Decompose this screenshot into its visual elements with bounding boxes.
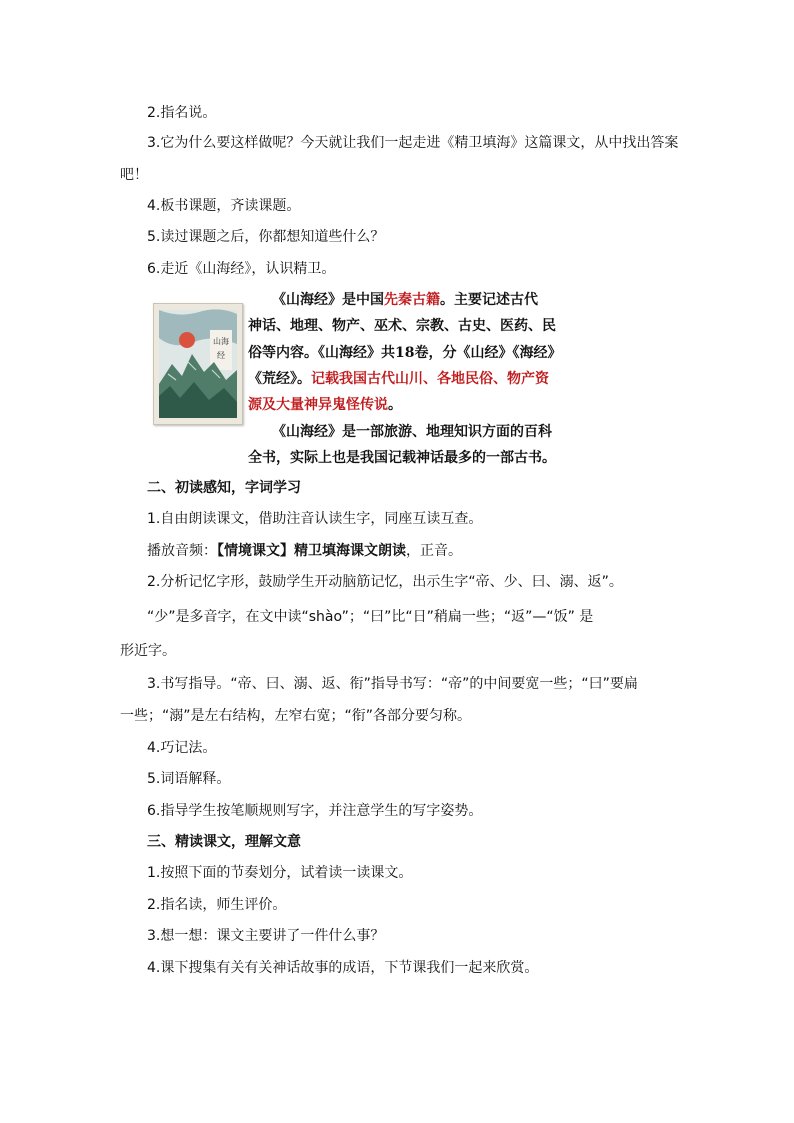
step-3-line2: 吧！ [120, 167, 148, 183]
section-2-note-line1: “少”是多音字，在文中读“shào”；“曰”比“日”稍扁一些；“返”—“饭” 是 [147, 609, 594, 625]
inset-row-2: 神话、地理、物产、巫术、宗教、古史、医药、民 [248, 318, 556, 334]
section-3-step-3: 3.想一想：课文主要讲了一件什么事？ [147, 928, 385, 944]
inset-row-4: 《荒经》。记载我国古代山川、各地民俗、物产资 [248, 371, 549, 387]
section-2-step-1: 1.自由朗读课文，借助注音认读生字，同座互读互查。 [147, 511, 483, 527]
section-2-step-6: 6.指导学生按笔顺规则写字，并注意学生的写字姿势。 [147, 803, 483, 819]
svg-text:经: 经 [217, 351, 225, 360]
book-cover-illustration [154, 304, 242, 424]
section-2-step-4: 4.巧记法。 [147, 740, 217, 756]
section-3-step-1: 1.按照下面的节奏划分，试着读一读课文。 [147, 865, 413, 881]
section-3-step-4: 4.课下搜集有关有关神话故事的成语，下节课我们一起来欣赏。 [147, 960, 539, 976]
section-2-note-line2: 形近字。 [120, 643, 176, 659]
audio-resource-title: 【情境课文】精卫填海课文朗读 [217, 543, 406, 559]
step-5: 5.读过课题之后，你都想知道些什么？ [147, 229, 385, 245]
highlight-text: 记载我国古代山川、各地民俗、物产资 [311, 371, 549, 387]
section-2-step-3-line1: 3.书写指导。“帝、曰、溺、返、衔”指导书写：“帝”的中间要宽一些；“曰”要扁 [147, 676, 638, 692]
inset-row-3: 俗等内容。《山海经》共18卷，分《山经》《海经》 [248, 345, 562, 361]
inset-row-1: 《山海经》是中国先秦古籍。主要记述古代 [272, 292, 538, 308]
section-2-heading: 二、初读感知，字词学习 [147, 480, 301, 496]
inset-row-7: 全书，实际上也是我国记载神话最多的一部古书。 [248, 450, 556, 466]
step-2: 2.指名说。 [147, 105, 217, 121]
book-title-text: 山海 [213, 337, 229, 346]
step-3-line1: 3.它为什么要这样做呢？今天就让我们一起走进《精卫填海》这篇课文，从中找出答案 [147, 135, 679, 151]
section-3-heading: 三、精读课文，理解文意 [147, 834, 301, 850]
section-2-step-3-line2: 一些；“溺”是左右结构，左窄右宽；“衔”各部分要匀称。 [120, 708, 472, 724]
shanhaijing-book-cover [153, 303, 243, 425]
section-2-step-5: 5.词语解释。 [147, 771, 231, 787]
inset-row-6: 《山海经》是一部旅游、地理知识方面的百科 [272, 424, 552, 440]
highlight-text: 源及大量神异鬼怪传说 [248, 397, 388, 413]
step-4: 4.板书课题，齐读课题。 [147, 198, 301, 214]
section-3-step-2: 2.指名读，师生评价。 [147, 897, 287, 913]
section-2-audio: 播放音频：【情境课文】精卫填海课文朗读，正音。 [147, 543, 462, 559]
highlight-text: 先秦古籍 [384, 292, 440, 308]
section-2-step-2: 2.分析记忆字形，鼓励学生开动脑筋记忆，出示生字“帝、少、曰、溺、返”。 [147, 574, 623, 590]
inset-row-5: 源及大量神异鬼怪传说。 [248, 397, 402, 413]
step-6: 6.走近《山海经》，认识精卫。 [147, 261, 336, 277]
